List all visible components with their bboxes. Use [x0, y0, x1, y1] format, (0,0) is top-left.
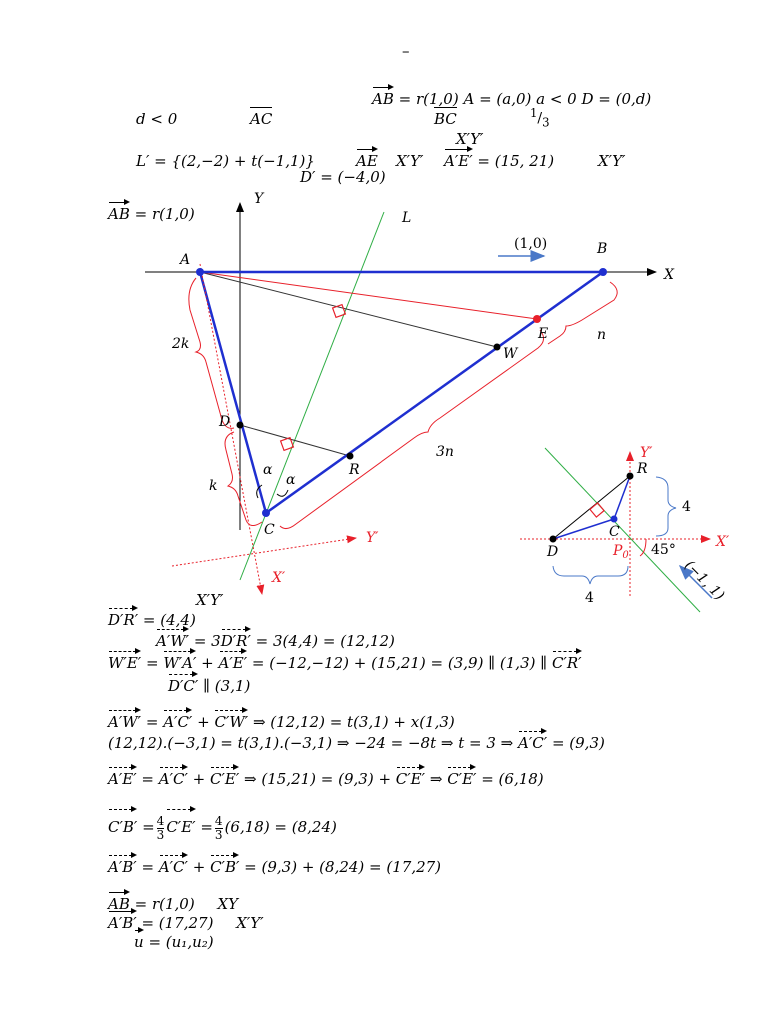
vector-c-e-prime-4: C′E′ [166, 812, 195, 842]
work-aw-eq2: = 3(4,4) = (12,12) [255, 632, 395, 650]
third-den: 3 [542, 115, 550, 130]
vector-a-c-prime-3: A′C′ [158, 770, 188, 788]
work-s2-eq2: = (9,3) [551, 734, 605, 752]
inset-label-xprime: X′ [716, 534, 730, 550]
label-w: W [503, 346, 518, 362]
vector-d-r-prime: D′R′ [108, 611, 139, 629]
work-s5-eq: = [141, 858, 155, 876]
segment-ac: AC [250, 110, 273, 128]
work-dr-eq: = (4,4) [142, 611, 196, 629]
label-a: A [180, 252, 191, 268]
label-n: n [597, 327, 607, 343]
inset-label-p0 [612, 543, 629, 561]
fraction-4-3 [157, 815, 165, 842]
inset-brace-bottom [553, 566, 628, 584]
vector-c-e-prime-2: C′E′ [395, 770, 426, 788]
work-s4-eq2: = [200, 818, 213, 836]
work-f2-xy: X′Y′ [236, 914, 264, 932]
fraction-4-3-b [215, 815, 223, 842]
work-f3-eq: = (u₁,u₂) [148, 933, 214, 951]
work-step-2 [108, 734, 605, 752]
work-we-eq: = [145, 654, 159, 672]
work-f1-xy: XY [217, 895, 239, 913]
work-step-3 [108, 770, 544, 788]
inset-point-c [611, 516, 618, 523]
intro-aep-eq: = (15, 21) [477, 152, 555, 170]
inset-brace-right [656, 477, 676, 536]
label-xprime: X′ [272, 570, 286, 586]
work-s5-plus: + [192, 858, 206, 876]
vector-a-c-prime-4: A′C′ [158, 858, 188, 876]
third-num: 1 [530, 106, 538, 120]
work-step-1 [108, 713, 455, 731]
label-e: E [538, 326, 549, 342]
inset-line [545, 448, 700, 612]
intro-xy-2: X′Y′ [396, 152, 424, 170]
work-we-eq2: = (−12,−12) + (15,21) = (3,9) ∥ (1,3) ∥ [251, 654, 548, 672]
work-s4-eq: = [142, 818, 155, 836]
vector-ab-final: AB [108, 895, 130, 913]
header-dash: – [402, 42, 410, 60]
vector-c-b-prime: C′B′ [108, 812, 137, 842]
vector-w-a-prime: W′A′ [163, 654, 197, 672]
vector-w-e-prime: W′E′ [108, 654, 142, 672]
label-k: k [209, 478, 218, 494]
inset-label-dir: (−1, 1) [681, 557, 728, 604]
vector-c-r-prime: C′R′ [551, 654, 582, 672]
label-r: R [349, 462, 360, 478]
vector-ab: AB [372, 90, 394, 108]
label-2k: 2k [172, 336, 190, 352]
label-dir: (1,0) [514, 236, 548, 252]
vector-a-e-prime: A′E′ [444, 152, 473, 170]
label-yprime: Y′ [366, 530, 379, 546]
work-step-5 [108, 858, 441, 876]
intro-d-prime: D′ = (−4,0) [300, 168, 386, 186]
vector-a-e-prime-2: A′E′ [218, 654, 248, 672]
label-b: B [597, 241, 608, 257]
vector-c-w-prime: C′W′ [214, 713, 249, 731]
label-alpha-1: α [263, 462, 273, 478]
inset-label-d: D [547, 544, 559, 560]
frac-num: 4 [156, 813, 165, 828]
inset-point-d [550, 536, 557, 543]
work-dc [168, 677, 250, 695]
inset-label-4-right: 4 [682, 499, 691, 515]
work-aw-eq1: = 3 [193, 632, 221, 650]
frac-num-2: 4 [214, 813, 223, 828]
label-L: L [402, 210, 412, 226]
inset-label-4-bottom: 4 [585, 590, 594, 606]
label-y: Y [254, 191, 264, 207]
work-s2-eq: (12,12).(−3,1) = t(3,1).(−3,1) ⇒ −24 = −8t ⇒ t = 3 ⇒ [108, 734, 514, 752]
intro-l1-eq: = r(1,0) A = (a,0) a < 0 D = (0,d) [398, 90, 652, 108]
vector-a-w-prime: A′W′ [156, 632, 190, 650]
work-s3-eq4: = (6,18) [481, 770, 544, 788]
vector-d-c-prime: D′C′ [168, 677, 199, 695]
label-c: C [264, 522, 275, 538]
caption-xy: X′Y′ [196, 591, 224, 609]
work-s1-plus: + [197, 713, 210, 731]
work-final-3 [134, 933, 214, 951]
work-we [108, 654, 582, 672]
intro-xy-3: X′Y′ [598, 152, 626, 170]
work-dc-eq: ∥ (3,1) [203, 677, 251, 695]
vector-a-c-prime: A′C′ [163, 713, 193, 731]
intro-xy: X′Y′ [456, 130, 484, 148]
work-s1-eq: = [145, 713, 159, 731]
work-f1-eq: = r(1,0) [134, 895, 195, 913]
work-step-4 [108, 812, 337, 842]
vector-c-e-prime: C′E′ [210, 770, 240, 788]
work-s1-eq2: ⇒ (12,12) = t(3,1) + x(1,3) [252, 713, 455, 731]
inset-segment-dc [553, 519, 614, 539]
inset-label-p-sub: 0 [622, 550, 629, 561]
work-s5-eq2: = (9,3) + (8,24) = (17,27) [244, 858, 442, 876]
vector-a-b-prime-final: A′B′ [108, 914, 137, 932]
vector-a-b-prime: A′B′ [108, 858, 137, 876]
inset-label-yprime: Y′ [640, 445, 653, 461]
work-s3-eq3: ⇒ [429, 770, 443, 788]
label-3n: 3n [436, 444, 454, 460]
work-we-plus: + [201, 654, 214, 672]
label-x: X [664, 267, 674, 283]
vector-d-r-prime-2: D′R′ [220, 632, 251, 650]
vector-c-e-prime-3: C′E′ [447, 770, 477, 788]
inset-label-p: P [613, 543, 623, 559]
segment-bc: BC [434, 110, 457, 128]
vector-a-c-prime-2: A′C′ [518, 734, 548, 752]
intro-d-neg: d < 0 [136, 110, 178, 128]
inset-right-angle [590, 503, 604, 517]
inset-point-r [627, 473, 634, 480]
work-s4-eq3: (6,18) = (8,24) [224, 818, 337, 836]
vector-a-w-prime-2: A′W′ [108, 713, 142, 731]
vector-c-b-prime-2: C′B′ [210, 858, 240, 876]
work-s3-eq2: ⇒ (15,21) = (9,3) + [244, 770, 392, 788]
frac-den: 3 [156, 827, 165, 842]
work-f2-eq: = (17,27) [141, 914, 214, 932]
vector-ab-2: AB [108, 205, 130, 223]
intro-line-L: L′ = {(2,−2) + t(−1,1)} [136, 152, 315, 170]
work-s3-eq: = [141, 770, 154, 788]
intro-one-third: $^1/_3$ [530, 106, 550, 130]
vector-a-e-prime-3: A′E′ [108, 770, 137, 788]
inset-label-r: R [637, 461, 648, 477]
work-final-2 [108, 914, 264, 932]
inset-label-45deg: 45° [651, 542, 676, 558]
label-alpha-2: α [286, 472, 296, 488]
inset-label-c: C [609, 524, 620, 540]
work-s3-plus: + [192, 770, 206, 788]
vector-u: u [134, 933, 144, 951]
intro-ab-eq: = r(1,0) [134, 205, 195, 223]
label-d: D [219, 414, 231, 430]
vector-ae: AE [356, 152, 378, 170]
frac-den-2: 3 [214, 827, 223, 842]
